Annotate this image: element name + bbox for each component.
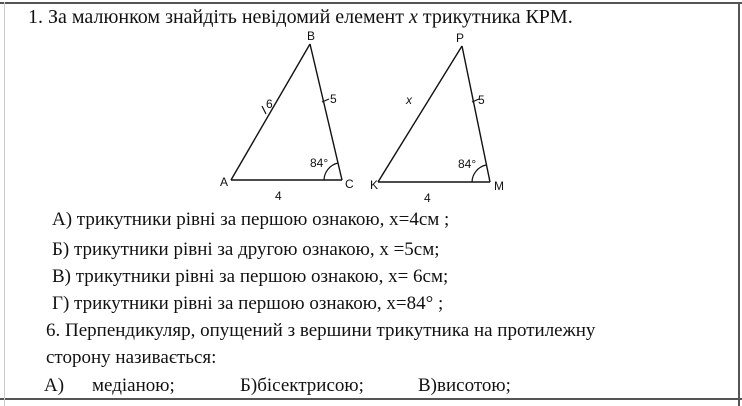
vertex-p-label: P bbox=[456, 31, 465, 45]
task-1-text-after: трикутника КРМ. bbox=[422, 6, 573, 28]
option-b-task1: Б) трикутники рівні за другою ознакою, x =5см; bbox=[52, 239, 440, 260]
side-pm-label: 5 bbox=[478, 93, 485, 107]
task-1-variable: x bbox=[409, 6, 418, 28]
option-v-task6: В)висотою; bbox=[418, 375, 511, 396]
vertex-k-label: K bbox=[370, 178, 379, 192]
option-g-task1: Г) трикутники рівні за першою ознакою, x=84° ; bbox=[52, 293, 444, 314]
angle-c-label: 84° bbox=[310, 156, 329, 170]
vertex-m-label: M bbox=[494, 179, 504, 193]
vertex-c-label: C bbox=[345, 177, 354, 191]
vertex-b-label: B bbox=[307, 29, 316, 43]
side-ac-label: 4 bbox=[275, 189, 282, 203]
side-ab bbox=[231, 44, 310, 180]
angle-m-label: 84° bbox=[458, 157, 477, 171]
triangle-abc bbox=[220, 29, 354, 203]
option-a-task1: А) трикутники рівні за першою ознакою, x=4см ; bbox=[52, 209, 450, 230]
side-kp-label: x bbox=[406, 93, 412, 107]
option-b-task6: Б)бісектрисою; bbox=[240, 375, 364, 396]
task-1-text-before: За малюнком знайдіть невідомий елемент bbox=[48, 6, 404, 28]
side-kp bbox=[378, 46, 462, 182]
side-ab-label: 6 bbox=[266, 97, 273, 111]
vertex-a-label: A bbox=[220, 175, 229, 189]
side-bc-label: 5 bbox=[330, 92, 337, 106]
task-1-number: 1. bbox=[28, 6, 43, 28]
option-a-task6-letter: А) bbox=[44, 375, 65, 396]
option-v-task1: В) трикутники рівні за першою ознакою, x= 6см; bbox=[52, 266, 449, 287]
option-a-task6-text: медіаною; bbox=[92, 375, 175, 396]
triangle-kpm bbox=[370, 31, 504, 205]
task-6-line-2: сторону називається: bbox=[46, 347, 217, 368]
side-km-label: 4 bbox=[424, 191, 431, 205]
task-6-line-1: 6. Перпендикуляр, опущений з вершини трикутника на протилежну bbox=[46, 320, 596, 341]
